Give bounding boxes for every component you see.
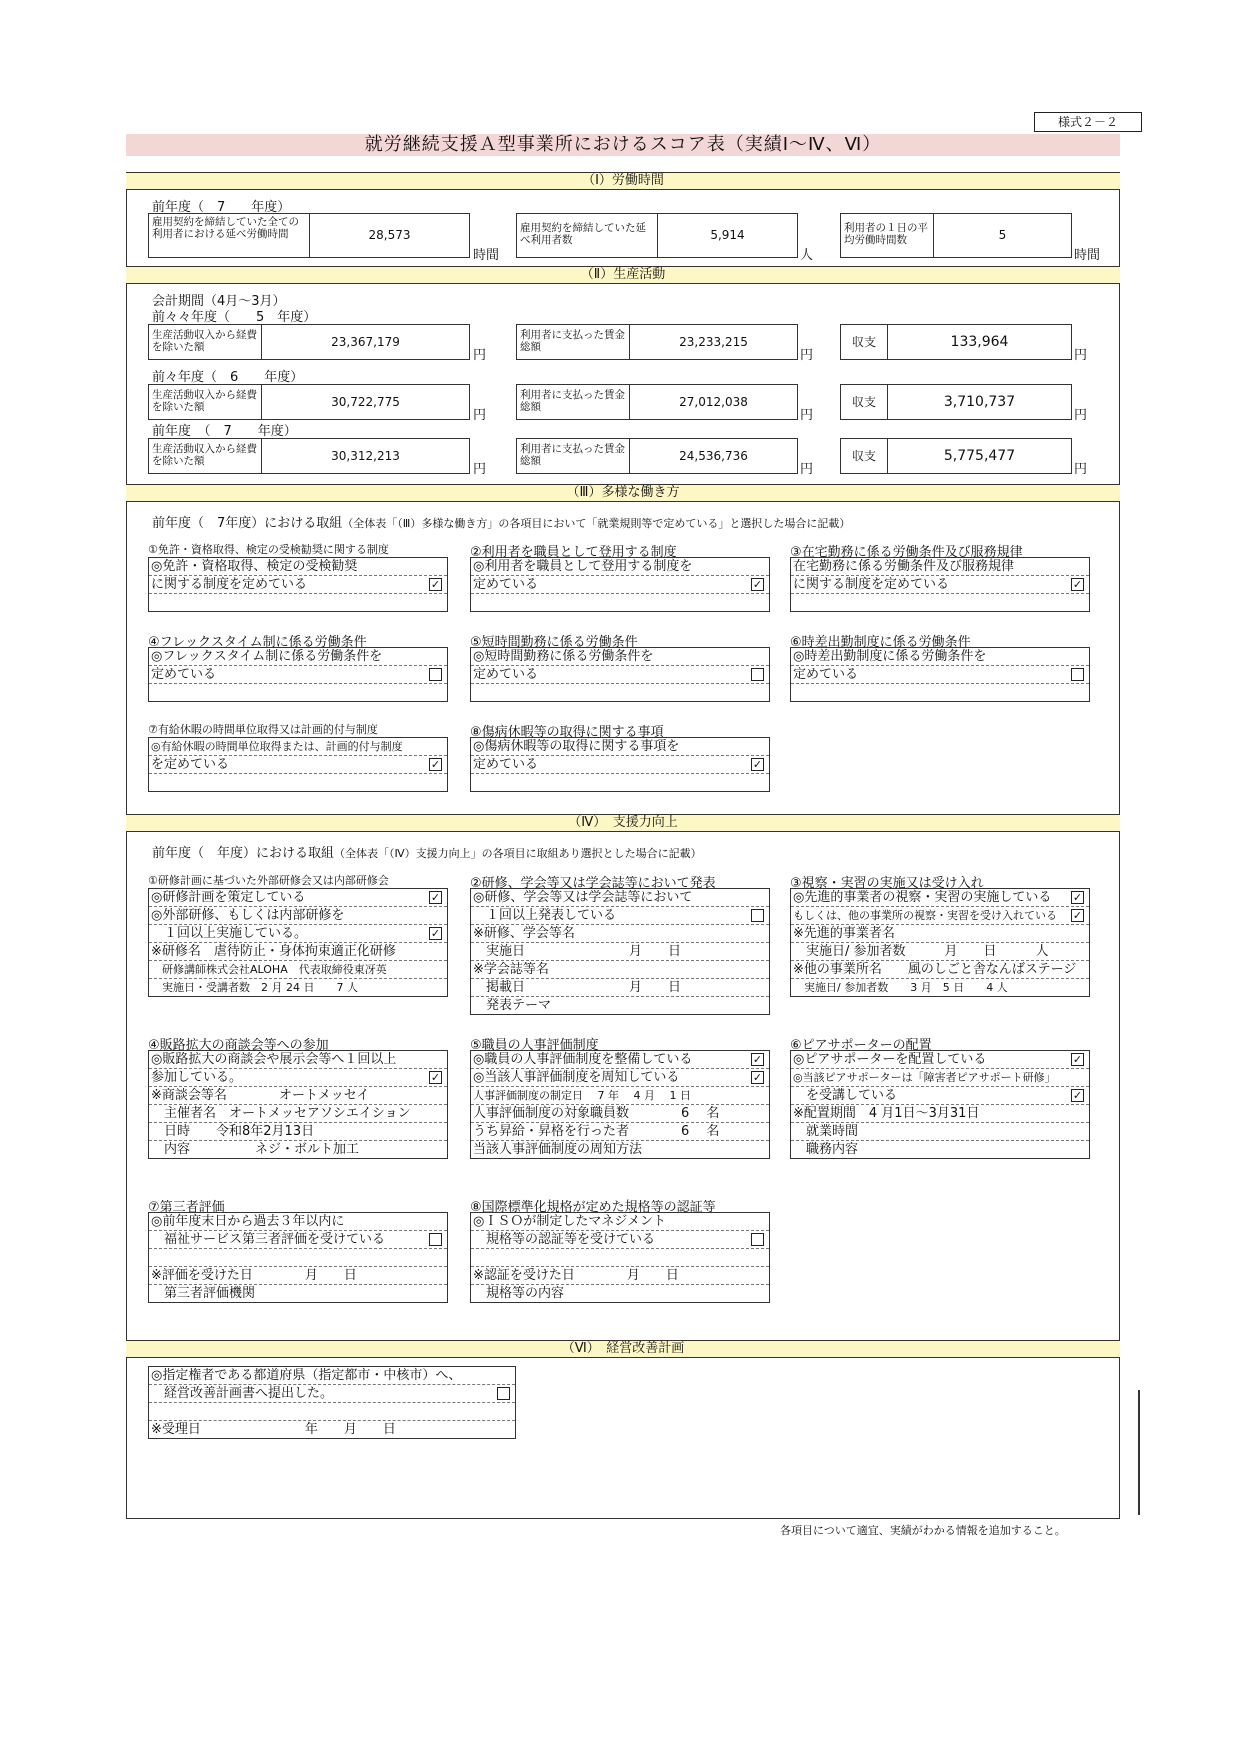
support-item-6-row	[791, 1087, 1089, 1105]
improvement-row	[149, 1385, 515, 1403]
diverse-item-1-row	[149, 594, 447, 611]
diverse-item-3-row	[791, 576, 1089, 594]
production-balance-label: 収支	[851, 395, 876, 409]
support-item-2-row-text: ◎研修、学会等又は学会誌等において	[473, 890, 693, 905]
support-item-4-row-text: 主催者名 オートメッセアソシエイション	[151, 1106, 411, 1121]
improvement-row-text: ※受理日 年 月 日	[151, 1422, 396, 1437]
support-item-2-row	[471, 943, 769, 961]
support-item-1-row	[149, 925, 447, 943]
diverse-item-5	[470, 631, 770, 703]
support-item-4-row	[149, 1087, 447, 1105]
diverse-item-4-row-text: ◎フレックスタイム制に係る労働条件を	[151, 649, 383, 664]
production-balance-value[interactable]: 133,964	[950, 334, 1009, 350]
support-item-1-box	[148, 888, 448, 997]
production-income-label: 生産活動収入から経費を除いた額	[152, 329, 257, 353]
diverse-item-1-box	[148, 557, 448, 612]
improvement-row	[149, 1367, 515, 1385]
diverse-item-7-box	[148, 737, 448, 792]
support-item-3-heading: ③視察・実習の実施又は受け入れ	[790, 876, 984, 891]
support-intro-text: 前年度（ 年度）における取組	[152, 846, 335, 861]
checkbox-checked[interactable]: ✓	[1072, 1089, 1083, 1102]
support-item-1-row-text: １回以上実施している。	[151, 926, 308, 941]
support-item-2-row-text: 実施日 月 日	[473, 944, 682, 959]
support-item-2-row-text: １回以上発表している	[473, 908, 617, 923]
support-item-7-row	[149, 1231, 447, 1249]
production-wage-value[interactable]: 27,012,038	[679, 395, 748, 409]
support-item-1-row-text: ◎研修計画を策定している	[151, 890, 306, 905]
support-item-3-row	[791, 961, 1089, 979]
support-item-8-row	[471, 1213, 769, 1231]
diverse-item-5-row-text: ◎短時間勤務に係る労働条件を	[473, 649, 654, 664]
diverse-item-8-row-text: ◎傷病休暇等の取得に関する事項を	[473, 739, 680, 754]
production-income-unit: 円	[473, 348, 487, 363]
improvement-row	[149, 1421, 515, 1438]
diverse-item-3-row-text: に関する制度を定めている	[793, 577, 950, 592]
support-item-1-row-text: ※研修名 虐待防止・身体拘束適正化研修	[151, 944, 396, 959]
diverse-item-3	[790, 541, 1090, 613]
diverse-item-3-row	[791, 558, 1089, 576]
production-wage-label: 利用者に支払った賃金総額	[520, 389, 625, 413]
support-item-2-row	[471, 925, 769, 943]
support-item-1-row-text: 実施日・受講者数 2 月 24 日 7 人	[151, 981, 358, 994]
diverse-item-7	[148, 721, 448, 793]
labor-avg-hours-unit: 時間	[1074, 248, 1101, 263]
diverse-item-1-heading: ①免許・資格取得、検定の受検勧奨に関する制度	[148, 543, 389, 556]
support-item-4-heading: ④販路拡大の商談会等への参加	[148, 1038, 329, 1053]
support-item-2-row	[471, 997, 769, 1014]
checkbox-checked[interactable]: ✓	[752, 1071, 763, 1084]
checkbox-checked[interactable]: ✓	[1072, 578, 1083, 591]
support-item-6-row-text: 職務内容	[793, 1142, 859, 1157]
support-item-7-row	[149, 1285, 447, 1302]
support-item-8-row-text: ◎ＩＳＯが制定したマネジメント	[473, 1214, 666, 1229]
diverse-item-3-box	[790, 557, 1090, 612]
diverse-item-2-row	[471, 576, 769, 594]
improvement-row-text: ◎指定権者である都道府県（指定都市・中核市）へ、	[151, 1368, 462, 1383]
production-balance-unit: 円	[1074, 408, 1088, 423]
support-item-2-row	[471, 907, 769, 925]
checkbox-checked[interactable]: ✓	[752, 758, 763, 771]
production-wage-value[interactable]: 24,536,736	[679, 449, 748, 463]
production-income-unit: 円	[473, 408, 487, 423]
diverse-item-2	[470, 541, 770, 613]
support-item-8-row	[471, 1267, 769, 1285]
support-item-2-box	[470, 888, 770, 1015]
diverse-item-7-heading: ⑦有給休暇の時間単位取得又は計画的付与制度	[148, 723, 378, 736]
support-item-2-row-text: 掲載日 月 日	[473, 980, 682, 995]
production-balance-unit: 円	[1074, 348, 1088, 363]
production-balance-unit: 円	[1074, 462, 1088, 477]
labor-users-field	[516, 213, 798, 258]
diverse-item-4-row	[149, 666, 447, 684]
support-item-6-row-text: ◎ピアサポーターを配置している	[793, 1052, 987, 1067]
diverse-item-6-box	[790, 647, 1090, 702]
support-item-5-row-text: ◎当該人事評価制度を周知している	[473, 1070, 680, 1085]
support-item-7-row-text: 第三者評価機関	[151, 1286, 256, 1301]
support-item-4-row-text: 日時 令和8年2月13日	[151, 1124, 315, 1139]
support-item-8-heading: ⑧国際標準化規格が定めた規格等の認証等	[470, 1200, 716, 1215]
footer-note: 各項目について適宜、実績がわかる情報を追加すること。	[780, 1524, 1066, 1537]
support-item-6-row	[791, 1051, 1089, 1069]
support-item-3-row-text: ※先進的事業者名	[793, 926, 895, 941]
support-item-7	[148, 1196, 448, 1304]
support-item-4-row-text: 参加している。	[151, 1070, 243, 1085]
checkbox-checked[interactable]: ✓	[1072, 891, 1083, 904]
diverse-item-6	[790, 631, 1090, 703]
production-wage-unit: 円	[800, 348, 814, 363]
checkbox-checked[interactable]: ✓	[1072, 909, 1083, 922]
support-item-5-row	[471, 1069, 769, 1087]
diverse-item-4-row-text: 定めている	[151, 667, 217, 682]
diverse-item-4	[148, 631, 448, 703]
diverse-item-8-row-text: 定めている	[473, 757, 539, 772]
diverse-item-3-heading: ③在宅勤務に係る労働条件及び服務規律	[790, 545, 1023, 560]
support-item-6-row-text: を受講している	[793, 1088, 898, 1103]
support-item-3-row	[791, 907, 1089, 925]
form-id: 様式２－２	[1034, 112, 1142, 132]
support-item-3-row	[791, 889, 1089, 907]
support-item-3-row-text: もしくは、他の事業所の視察・実習を受け入れている	[793, 909, 1057, 922]
diverse-item-5-row	[471, 684, 769, 701]
diverse-item-8	[470, 721, 770, 793]
support-item-6-row	[791, 1069, 1089, 1087]
diverse-item-1-row	[149, 558, 447, 576]
production-balance-field	[840, 324, 1072, 360]
production-income-field	[148, 438, 470, 474]
diverse-item-4-box	[148, 647, 448, 702]
production-wage-field	[516, 324, 798, 360]
support-item-4-box	[148, 1050, 448, 1159]
labor-total-hours-value[interactable]: 28,573	[368, 228, 411, 242]
production-balance-field	[840, 384, 1072, 420]
support-item-7-heading: ⑦第三者評価	[148, 1200, 225, 1215]
support-item-2-row-text: 発表テーマ	[473, 998, 552, 1013]
labor-users-unit: 人	[800, 248, 814, 263]
support-item-3-box	[790, 888, 1090, 997]
diverse-item-1-row-text: ◎免許・資格取得、検定の受検勧奨	[151, 559, 358, 574]
labor-users-value[interactable]: 5,914	[710, 228, 745, 242]
diverse-item-2-box	[470, 557, 770, 612]
production-balance-field	[840, 438, 1072, 474]
support-item-1	[148, 872, 448, 998]
support-item-6	[790, 1034, 1090, 1160]
support-item-3-row	[791, 925, 1089, 943]
checkbox[interactable]	[429, 668, 442, 681]
support-item-5-row	[471, 1051, 769, 1069]
labor-total-hours-label: 雇用契約を締結していた全ての利用者における延べ労働時間	[152, 216, 299, 240]
support-item-4	[148, 1034, 448, 1160]
labor-users-label: 雇用契約を締結していた延べ利用者数	[520, 222, 646, 246]
diverse-item-8-heading: ⑧傷病休暇等の取得に関する事項	[470, 725, 664, 740]
support-item-1-heading: ①研修計画に基づいた外部研修会又は内部研修会	[148, 874, 389, 887]
production-wage-field	[516, 384, 798, 420]
improvement-plan	[148, 1366, 516, 1456]
diverse-item-6-row	[791, 666, 1089, 684]
support-item-5-row	[471, 1105, 769, 1123]
support-item-6-row-text: 就業時間	[793, 1124, 859, 1139]
support-item-2-row-text: ※学会誌等名	[473, 962, 549, 977]
production-income-value[interactable]: 30,312,213	[331, 449, 400, 463]
checkbox-checked[interactable]: ✓	[430, 927, 441, 940]
production-wage-unit: 円	[800, 408, 814, 423]
support-item-8-row	[471, 1285, 769, 1302]
support-item-7-row	[149, 1267, 447, 1285]
production-balance-value[interactable]: 5,775,477	[943, 448, 1016, 464]
support-item-7-row	[149, 1213, 447, 1231]
support-item-4-row-text: ※商談会等名 オートメッセイ	[151, 1088, 370, 1103]
support-item-3-row	[791, 943, 1089, 961]
support-item-6-box	[790, 1050, 1090, 1159]
support-item-5-row	[471, 1087, 769, 1105]
diverse-item-2-row-text: 定めている	[473, 577, 539, 592]
page-title: 就労継続支援Ａ型事業所におけるスコア表（実績Ⅰ～Ⅳ、Ⅵ）	[126, 134, 1120, 156]
accounting-period: 会計期間（4月～3月）	[152, 294, 286, 309]
support-item-8-row-text: 規格等の認証等を受けている	[473, 1232, 656, 1247]
diverse-item-5-row	[471, 648, 769, 666]
checkbox-checked[interactable]: ✓	[752, 578, 763, 591]
production-wage-label: 利用者に支払った賃金総額	[520, 329, 625, 353]
support-item-8-row-text: ※認証を受けた日 月 日	[473, 1268, 679, 1283]
support-item-6-heading: ⑥ピアサポーターの配置	[790, 1038, 932, 1053]
diverse-item-8-box	[470, 737, 770, 792]
diverse-item-7-row-text: ◎有給休暇の時間単位取得または、計画的付与制度	[151, 740, 403, 753]
support-item-1-row	[149, 889, 447, 907]
diverse-item-3-row-text: 在宅勤務に係る労働条件及び服務規律	[793, 559, 1015, 574]
production-balance-label: 収支	[851, 449, 876, 463]
support-item-5-box	[470, 1050, 770, 1159]
support-item-2-row	[471, 961, 769, 979]
diverse-item-4-row	[149, 648, 447, 666]
diverse-item-7-row-text: を定めている	[151, 757, 230, 772]
diverse-item-1-row	[149, 576, 447, 594]
support-item-4-row	[149, 1141, 447, 1158]
support-item-8-row-text: 規格等の内容	[473, 1286, 565, 1301]
support-item-5-row	[471, 1141, 769, 1158]
labor-total-hours-field	[148, 213, 470, 258]
support-item-6-row-text: ◎当該ピアサポーターは「障害者ピアサポート研修」	[793, 1071, 1056, 1084]
section-header-diverse: （Ⅲ）多様な働き方	[126, 484, 1120, 502]
checkbox-checked[interactable]: ✓	[430, 578, 441, 591]
diverse-intro-text: 前年度（ 7年度）における取組	[152, 516, 343, 531]
margin-line	[1138, 1390, 1140, 1515]
diverse-item-7-row	[149, 756, 447, 774]
labor-total-hours-unit: 時間	[473, 248, 500, 263]
support-item-3-row	[791, 979, 1089, 996]
support-item-4-row	[149, 1069, 447, 1087]
section-header-support: （Ⅳ） 支援力向上	[126, 814, 1120, 832]
support-item-1-row	[149, 961, 447, 979]
diverse-item-6-row	[791, 648, 1089, 666]
diverse-item-5-box	[470, 647, 770, 702]
support-item-5-row-text: ◎職員の人事評価制度を整備している	[473, 1052, 693, 1067]
diverse-item-6-row-text: 定めている	[793, 667, 859, 682]
diverse-item-8-row	[471, 738, 769, 756]
support-intro-note: （全体表「（Ⅳ）支援力向上」の各項目に取組あり選択とした場合に記載）	[334, 847, 702, 860]
section-header-improvement: （Ⅵ） 経営改善計画	[126, 1340, 1120, 1358]
support-item-6-row	[791, 1105, 1089, 1123]
diverse-item-2-row-text: ◎利用者を職員として登用する制度を	[473, 559, 693, 574]
support-item-1-row-text: ◎外部研修、もしくは内部研修を	[151, 908, 345, 923]
production-income-value[interactable]: 30,722,775	[331, 395, 400, 409]
support-item-5-row-text: 人事評価制度の制定日 7 年 4 月 1 日	[473, 1089, 691, 1102]
support-item-7-row-text: ◎前年度末日から過去３年以内に	[151, 1214, 345, 1229]
support-item-5-row	[471, 1123, 769, 1141]
checkbox[interactable]	[751, 1233, 764, 1246]
checkbox-checked[interactable]: ✓	[752, 1053, 763, 1066]
production-year-label: 前々々年度（ 5 年度）	[152, 310, 317, 325]
checkbox[interactable]	[751, 668, 764, 681]
support-intro	[152, 842, 702, 861]
checkbox[interactable]	[497, 1387, 510, 1400]
support-item-4-row	[149, 1051, 447, 1069]
support-item-3	[790, 872, 1090, 998]
support-item-4-row-text: ◎販路拡大の商談会や展示会等へ１回以上	[151, 1052, 397, 1067]
support-item-4-row	[149, 1123, 447, 1141]
diverse-item-2-row	[471, 594, 769, 611]
support-item-4-row-text: 内容 ネジ・ボルト加工	[151, 1142, 360, 1157]
support-item-2-row	[471, 889, 769, 907]
checkbox[interactable]	[429, 1233, 442, 1246]
production-wage-value[interactable]: 23,233,215	[679, 335, 748, 349]
production-income-field	[148, 324, 470, 360]
checkbox-checked[interactable]: ✓	[430, 758, 441, 771]
production-income-label: 生産活動収入から経費を除いた額	[152, 389, 257, 413]
support-item-2	[470, 872, 770, 1016]
support-item-1-row	[149, 907, 447, 925]
production-balance-label: 収支	[851, 335, 876, 349]
support-item-2-row	[471, 979, 769, 997]
support-item-5	[470, 1034, 770, 1160]
diverse-intro-note: （全体表「（Ⅲ）多様な働き方」の各項目において「就業規則等で定めている」と選択した場合に記載）	[342, 517, 851, 530]
support-item-6-row	[791, 1141, 1089, 1158]
support-item-5-row-text: 当該人事評価制度の周知方法	[473, 1142, 643, 1157]
support-item-3-row-text: 実施日/ 参加者数 3 月 5 日 4 人	[793, 981, 1008, 994]
diverse-item-1	[148, 541, 448, 613]
labor-year-label: 前年度（ 7 年度）	[152, 200, 291, 215]
diverse-item-4-row	[149, 684, 447, 701]
support-item-1-row	[149, 979, 447, 996]
support-item-2-heading: ②研修、学会等又は学会誌等において発表	[470, 876, 716, 891]
support-item-3-row-text: ※他の事業所名 風のしごと舎なんばステージ	[793, 962, 1077, 977]
support-item-1-row-text: 研修講師株式会社ALOHA 代表取締役東冴英	[151, 963, 387, 976]
checkbox-checked[interactable]: ✓	[430, 891, 441, 904]
production-balance-value[interactable]: 3,710,737	[943, 394, 1016, 410]
checkbox-checked[interactable]: ✓	[1072, 1053, 1083, 1066]
production-wage-label: 利用者に支払った賃金総額	[520, 443, 625, 467]
section-header-production: （Ⅱ）生産活動	[126, 266, 1120, 284]
checkbox-checked[interactable]: ✓	[430, 1071, 441, 1084]
support-item-6-row	[791, 1123, 1089, 1141]
labor-avg-hours-label: 利用者の１日の平均労働時間数	[844, 222, 928, 246]
support-item-8-row	[471, 1231, 769, 1249]
production-income-unit: 円	[473, 462, 487, 477]
production-year-label: 前年度 （ 7 年度）	[152, 424, 297, 439]
diverse-item-8-row	[471, 774, 769, 791]
support-item-7-row	[149, 1249, 447, 1267]
production-income-label: 生産活動収入から経費を除いた額	[152, 443, 257, 467]
diverse-item-6-heading: ⑥時差出勤制度に係る労働条件	[790, 635, 971, 650]
support-item-2-row-text: ※研修、学会等名	[473, 926, 575, 941]
diverse-item-5-row	[471, 666, 769, 684]
diverse-item-2-heading: ②利用者を職員として登用する制度	[470, 545, 677, 560]
support-item-4-row	[149, 1105, 447, 1123]
production-income-value[interactable]: 23,367,179	[331, 335, 400, 349]
support-item-5-row-text: うち昇給・昇格を行った者 6 名	[473, 1124, 720, 1139]
diverse-item-7-row	[149, 738, 447, 756]
diverse-item-8-row	[471, 756, 769, 774]
improvement-plan-box	[148, 1366, 516, 1439]
production-year-label: 前々年度（ 6 年度）	[152, 370, 304, 385]
support-item-3-row-text: ◎先進的事業者の視察・実習の実施している	[793, 890, 1052, 905]
support-item-8-row	[471, 1249, 769, 1267]
diverse-item-5-heading: ⑤短時間勤務に係る労働条件	[470, 635, 638, 650]
support-item-7-row-text: 福祉サービス第三者評価を受けている	[151, 1232, 386, 1247]
diverse-item-1-row-text: に関する制度を定めている	[151, 577, 308, 592]
support-item-1-row	[149, 943, 447, 961]
diverse-item-6-row-text: ◎時差出勤制度に係る労働条件を	[793, 649, 987, 664]
improvement-row	[149, 1403, 515, 1421]
support-item-8-box	[470, 1212, 770, 1303]
diverse-item-7-row	[149, 774, 447, 791]
support-item-6-row-text: ※配置期間 4 月1日～3月31日	[793, 1106, 980, 1121]
labor-avg-hours-field	[840, 213, 1072, 258]
section-header-labor: （Ⅰ）労働時間	[126, 172, 1120, 190]
production-wage-unit: 円	[800, 462, 814, 477]
diverse-item-3-row	[791, 594, 1089, 611]
diverse-item-4-heading: ④フレックスタイム制に係る労働条件	[148, 635, 367, 650]
support-item-7-box	[148, 1212, 448, 1303]
diverse-item-6-row	[791, 684, 1089, 701]
support-item-7-row-text: ※評価を受けた日 月 日	[151, 1268, 357, 1283]
diverse-item-2-row	[471, 558, 769, 576]
support-item-3-row-text: 実施日/ 参加者数 月 日 人	[793, 944, 1049, 959]
diverse-intro	[152, 512, 850, 531]
support-item-5-heading: ⑤職員の人事評価制度	[470, 1038, 599, 1053]
support-item-5-row-text: 人事評価制度の対象職員数 6 名	[473, 1106, 720, 1121]
production-income-field	[148, 384, 470, 420]
checkbox[interactable]	[1071, 668, 1084, 681]
support-item-8	[470, 1196, 770, 1304]
labor-avg-hours-value[interactable]: 5	[998, 228, 1007, 242]
improvement-row-text: 経営改善計画書へ提出した。	[151, 1386, 334, 1401]
production-wage-field	[516, 438, 798, 474]
checkbox[interactable]	[751, 909, 764, 922]
diverse-item-5-row-text: 定めている	[473, 667, 539, 682]
